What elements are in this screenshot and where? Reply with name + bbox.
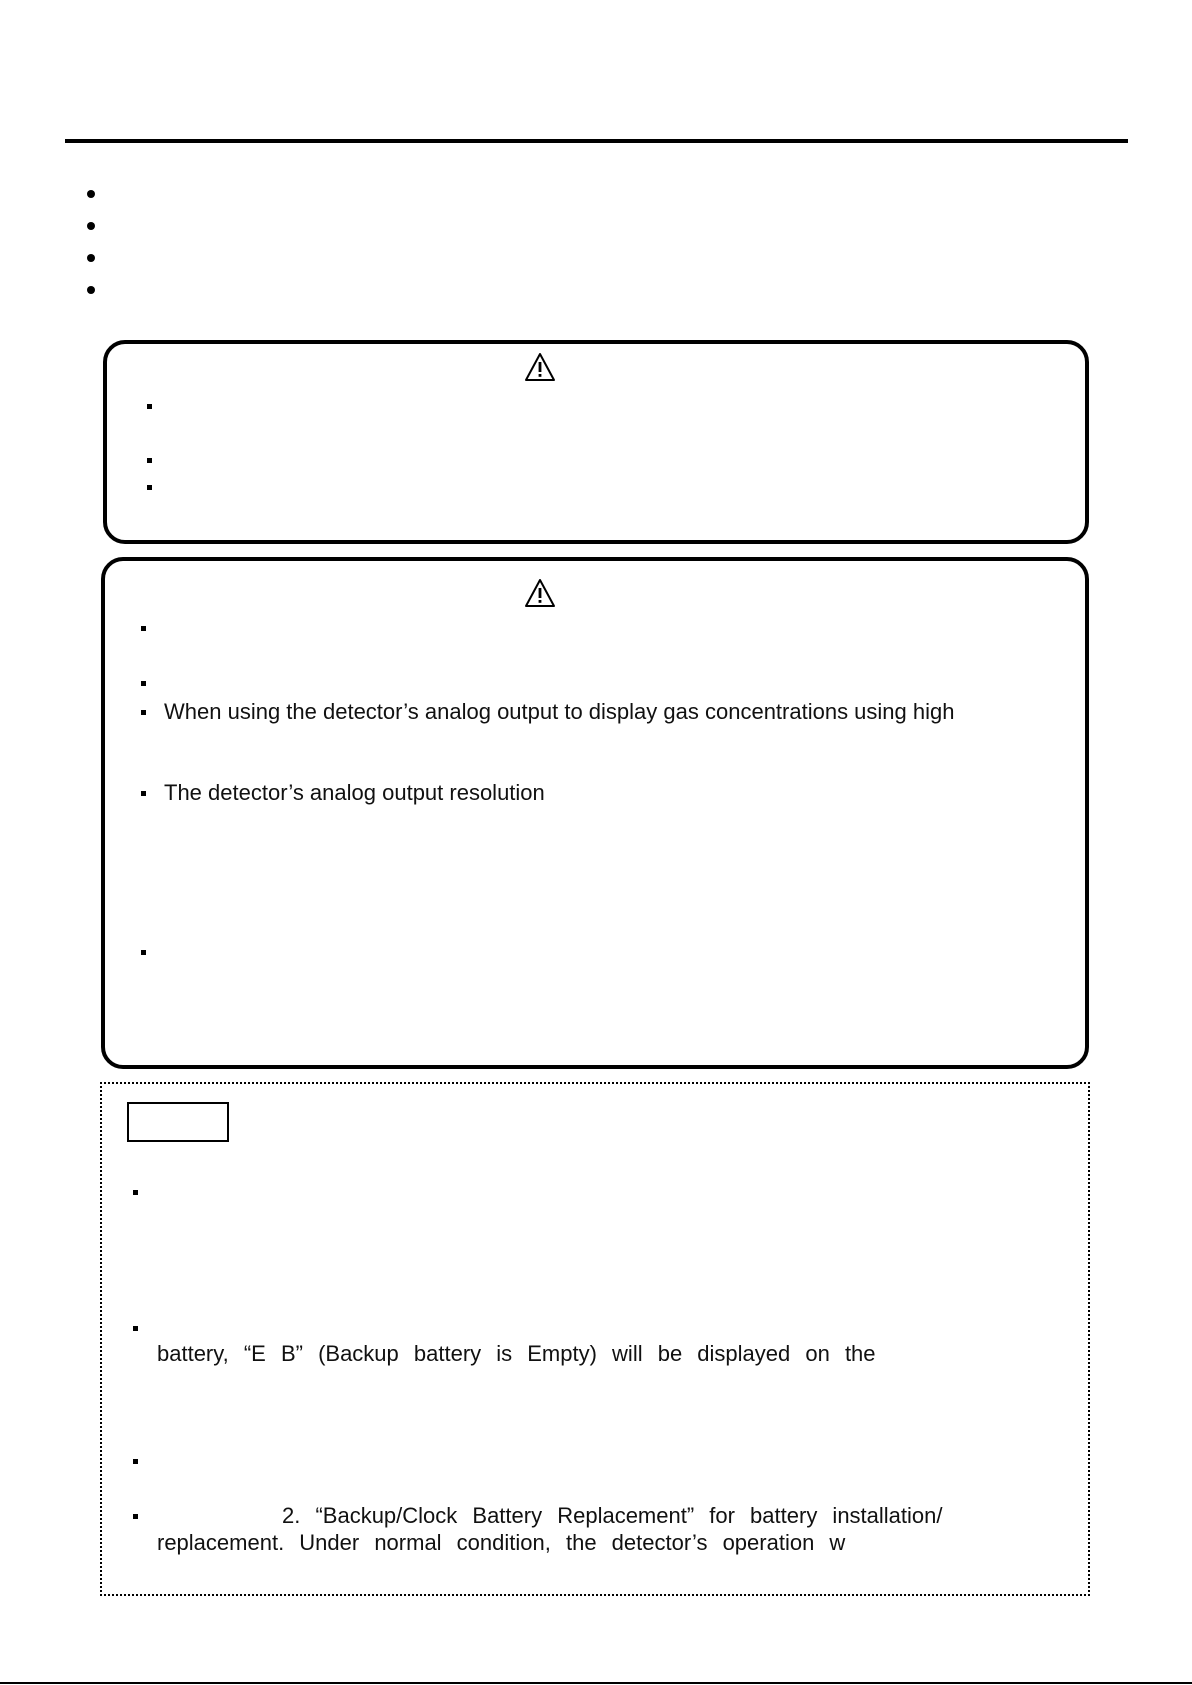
- bullet-dot: [87, 190, 95, 198]
- bullet-square: [141, 710, 146, 715]
- bullet-square: [147, 404, 152, 409]
- bullet-square: [133, 1459, 138, 1464]
- caution-item-text: When using the detector’s analog output to display gas concentrations using high: [164, 699, 955, 724]
- bullet-square: [141, 681, 146, 686]
- bullet-dot: [87, 254, 95, 262]
- caution-box: [101, 557, 1089, 1069]
- note-item-text: battery, “E B” (Backup battery is Empty) will be displayed on the: [157, 1341, 876, 1366]
- header-rule: [65, 139, 1128, 143]
- bullet-square: [141, 791, 146, 796]
- bullet-square: [147, 458, 152, 463]
- bullet-square: [141, 950, 146, 955]
- bullet-square: [133, 1514, 138, 1519]
- bullet-square: [141, 626, 146, 631]
- note-box: [100, 1082, 1090, 1596]
- bullet-square: [133, 1190, 138, 1195]
- caution-item-text: The detector’s analog output resolution: [164, 780, 545, 805]
- note-label: [127, 1102, 229, 1142]
- warning-box: [103, 340, 1089, 544]
- bullet-dot: [87, 222, 95, 230]
- footer-rule: [0, 1682, 1192, 1684]
- bullet-square: [133, 1326, 138, 1331]
- warning-triangle-icon: [524, 578, 556, 608]
- bullet-square: [147, 485, 152, 490]
- bullet-dot: [87, 286, 95, 294]
- warning-triangle-icon: [524, 352, 556, 382]
- note-item-text: 2. “Backup/Clock Battery Replacement” for battery installation/: [282, 1503, 943, 1528]
- note-item-text: replacement. Under normal condition, the detector’s operation w: [157, 1530, 846, 1555]
